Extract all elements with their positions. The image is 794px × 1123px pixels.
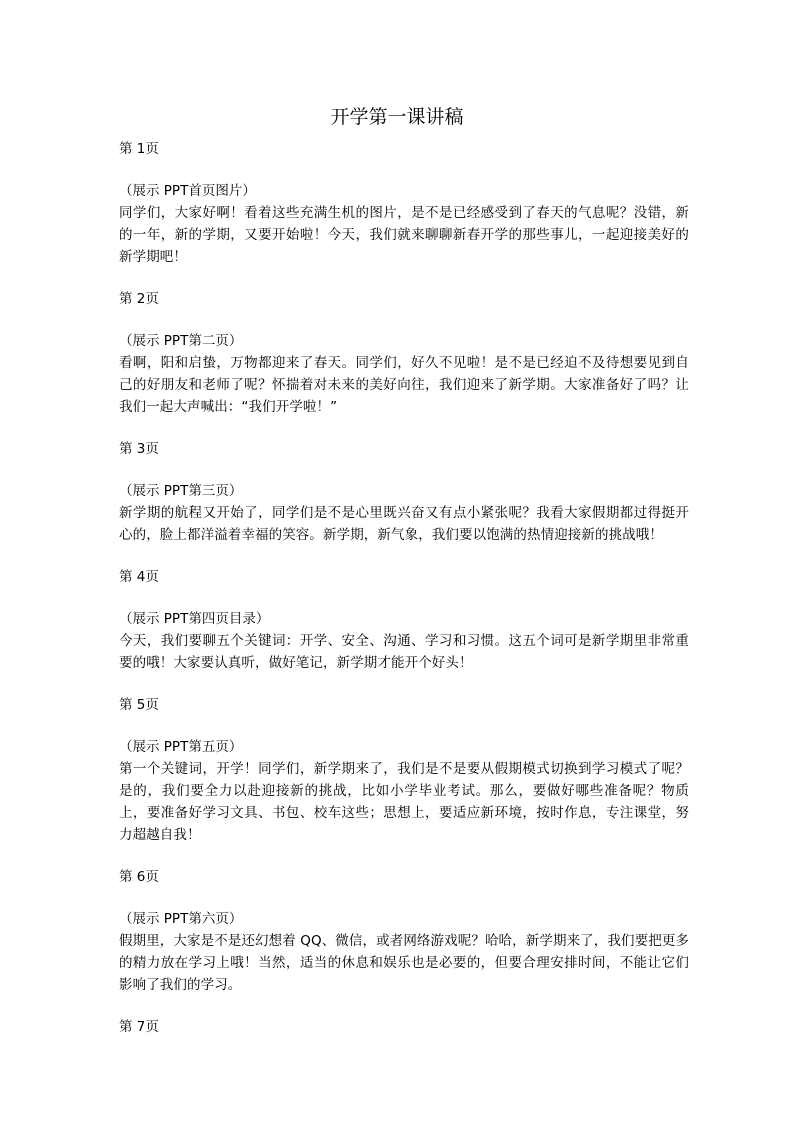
document-body (119, 138, 689, 1058)
page-label: 第 1页 (119, 141, 159, 157)
section-page-2 (119, 288, 689, 418)
section-page-6 (119, 866, 689, 996)
ppt-cue: （展示 PPT首页图片） (119, 183, 256, 199)
page-label: 第 4页 (119, 569, 159, 585)
ppt-cue: （展示 PPT第四页目录） (119, 611, 270, 627)
speech-paragraph: 同学们，大家好啊！看着这些充满生机的图片，是不是已经感受到了春天的气息呢？没错，新的一年，新的学期，又要开始啦！今天，我们就来聊聊新春开学的那些事儿，一起迎接美好的新学期吧！ (119, 205, 689, 265)
speech-paragraph: 今天，我们要聊五个关键词：开学、安全、沟通、学习和习惯。这五个词可是新学期里非常重要的哦！大家要认真听，做好笔记，新学期才能开个好头！ (119, 633, 689, 671)
page-label: 第 5页 (119, 697, 159, 713)
ppt-cue: （展示 PPT第六页） (119, 911, 243, 927)
ppt-cue: （展示 PPT第三页） (119, 483, 243, 499)
section-page-5 (119, 694, 689, 846)
ppt-cue: （展示 PPT第五页） (119, 739, 243, 755)
section-page-4 (119, 566, 689, 674)
section-page-7 (119, 1016, 689, 1038)
section-page-1 (119, 138, 689, 268)
document-title: 开学第一课讲稿 (330, 106, 464, 128)
page-label: 第 3页 (119, 441, 159, 457)
speech-paragraph: 看啊，阳和启蛰，万物都迎来了春天。同学们，好久不见啦！是不是已经迫不及待想要见到自己的好朋友和老师了呢？怀揣着对未来的美好向往，我们迎来了新学期。大家准备好了吗？让我们一起大声喊出：“我们开学啦！” (119, 355, 689, 415)
speech-paragraph: 第一个关键词，开学！同学们，新学期来了，我们是不是要从假期模式切换到学习模式了呢？是的，我们要全力以赴迎接新的挑战，比如小学毕业考试。那么，要做好哪些准备呢？物质上，要准备好学习文具、书包、校车这些；思想上，要适应新环境，按时作息，专注课堂，努力超越自我！ (119, 761, 689, 843)
speech-paragraph: 新学期的航程又开始了，同学们是不是心里既兴奋又有点小紧张呢？我看大家假期都过得挺开心的，脸上都洋溢着幸福的笑容。新学期，新气象，我们要以饱满的热情迎接新的挑战哦！ (119, 505, 689, 543)
page-label: 第 6页 (119, 869, 159, 885)
speech-paragraph: 假期里，大家是不是还幻想着 QQ、微信，或者网络游戏呢？哈哈，新学期来了，我们要把更多的精力放在学习上哦！当然，适当的休息和娱乐也是必要的，但要合理安排时间，不能让它们影响了我们的学习。 (119, 933, 689, 993)
ppt-cue: （展示 PPT第二页） (119, 333, 243, 349)
section-page-3 (119, 438, 689, 546)
page-label: 第 2页 (119, 291, 159, 307)
page-label: 第 7页 (119, 1019, 159, 1035)
